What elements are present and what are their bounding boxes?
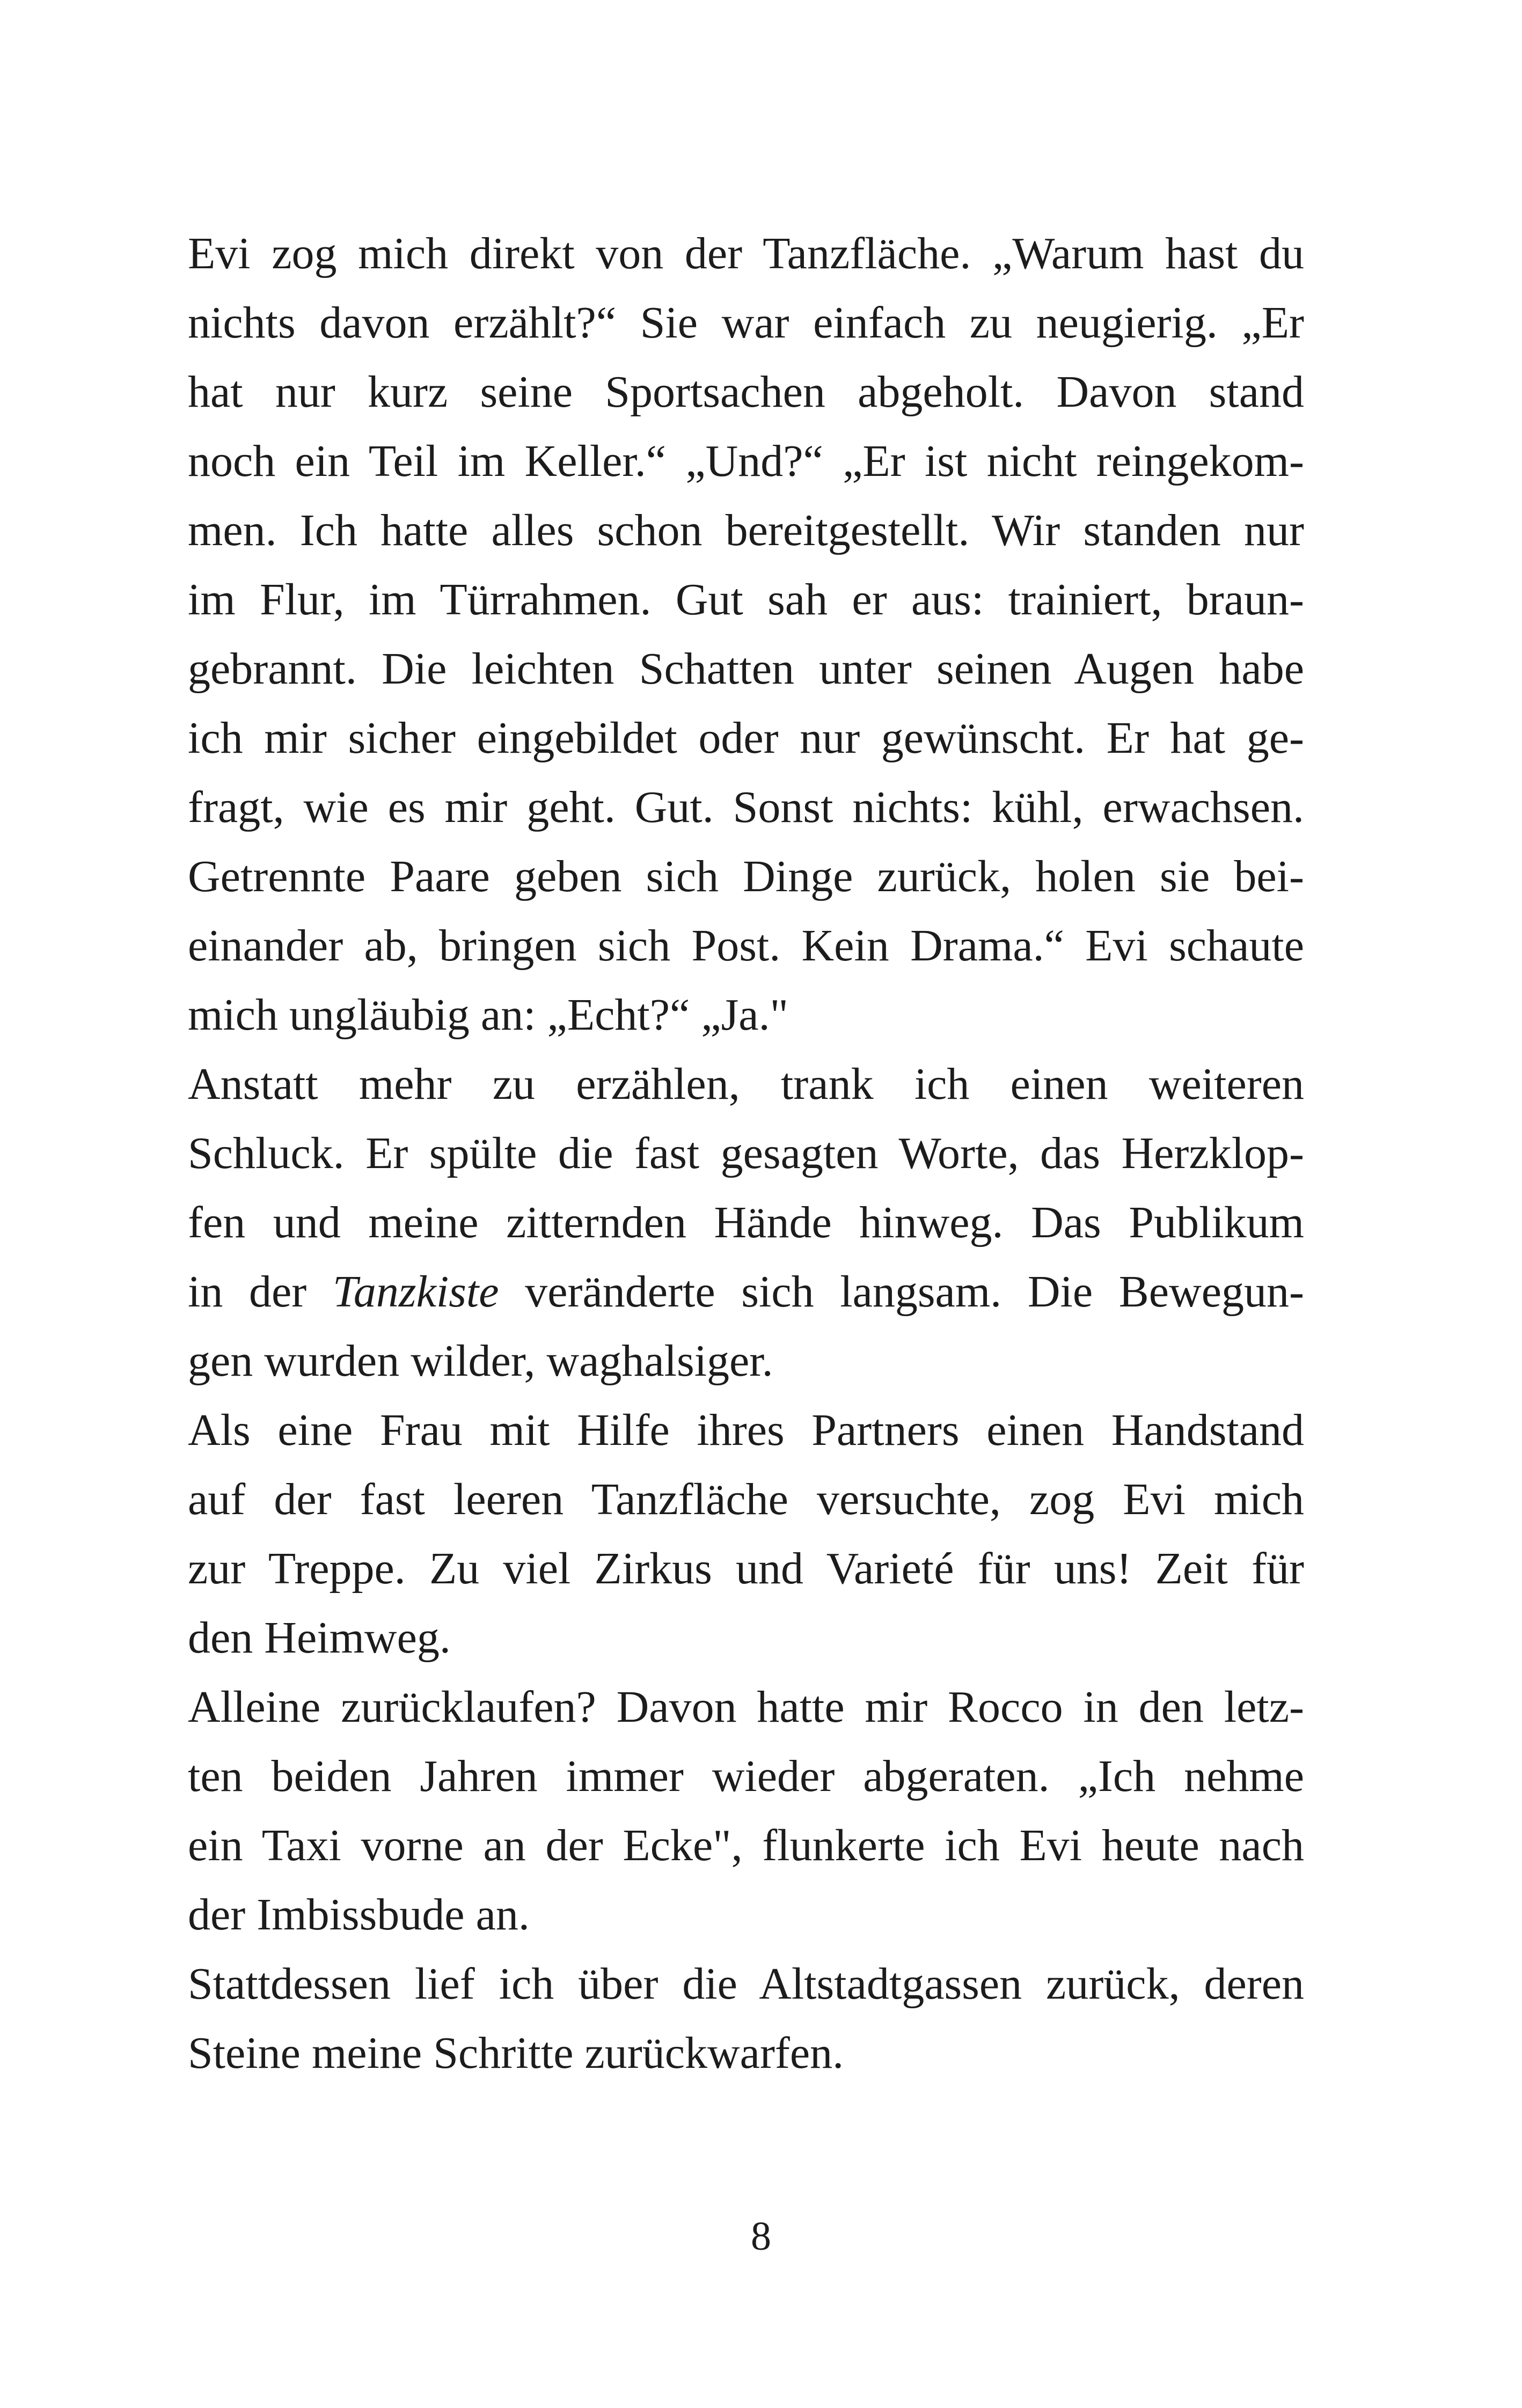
text-line: gen wurden wilder, waghalsiger. bbox=[188, 1336, 773, 1386]
text-line: fen und meine zitternden Hände hinweg. Das Publikum bbox=[188, 1198, 1304, 1247]
text-line: Getrennte Paare geben sich Dinge zurück, holen sie bei- bbox=[188, 851, 1304, 901]
text-line: noch ein Teil im Keller.“ „Und?“ „Er ist nicht reingekom- bbox=[188, 436, 1304, 486]
text-line: ten beiden Jahren immer wieder abgeraten. „Ich nehme bbox=[188, 1751, 1304, 1801]
text-line: einander ab, bringen sich Post. Kein Drama.“ Evi schaute bbox=[188, 921, 1304, 971]
text-line: den Heimweg. bbox=[188, 1613, 451, 1663]
text-line: Als eine Frau mit Hilfe ihres Partners einen Handstand bbox=[188, 1405, 1304, 1455]
text-span: in der bbox=[188, 1267, 333, 1317]
text-line: ein Taxi vorne an der Ecke", flunkerte ich Evi heute nach bbox=[188, 1820, 1304, 1870]
body-text bbox=[188, 219, 1304, 2088]
text-line: fragt, wie es mir geht. Gut. Sonst nichts: kühl, erwachsen. bbox=[188, 782, 1304, 832]
italic-title: Tanzkiste bbox=[332, 1267, 499, 1317]
text-line: Anstatt mehr zu erzählen, trank ich einen weiteren bbox=[188, 1059, 1304, 1109]
text-line: auf der fast leeren Tanzfläche versuchte, zog Evi mich bbox=[188, 1474, 1304, 1524]
text-line: ich mir sicher eingebildet oder nur gewünscht. Er hat ge- bbox=[188, 713, 1304, 763]
text-line: Schluck. Er spülte die fast gesagten Worte, das Herzklop- bbox=[188, 1128, 1304, 1178]
text-line: Alleine zurücklaufen? Davon hatte mir Rocco in den letz- bbox=[188, 1682, 1304, 1732]
text-line: zur Treppe. Zu viel Zirkus und Varieté für uns! Zeit für bbox=[188, 1544, 1304, 1594]
text-span: veränderte sich langsam. Die Bewegun- bbox=[499, 1267, 1304, 1317]
text-line: gebrannt. Die leichten Schatten unter seinen Augen habe bbox=[188, 644, 1304, 694]
text-line: Stattdessen lief ich über die Altstadtgassen zurück, deren bbox=[188, 1959, 1304, 2009]
text-line: nichts davon erzählt?“ Sie war einfach zu neugierig. „Er bbox=[188, 298, 1304, 348]
text-line: Evi zog mich direkt von der Tanzfläche. „Warum hast du bbox=[188, 229, 1304, 278]
text-line: men. Ich hatte alles schon bereitgestellt. Wir standen nur bbox=[188, 505, 1304, 555]
text-line: Steine meine Schritte zurückwarfen. bbox=[188, 2028, 844, 2078]
page-number: 8 bbox=[751, 2214, 771, 2259]
text-line: im Flur, im Türrahmen. Gut sah er aus: trainiert, braun- bbox=[188, 575, 1304, 625]
text-line: der Imbissbude an. bbox=[188, 1890, 530, 1940]
text-line: mich ungläubig an: „Echt?“ „Ja." bbox=[188, 990, 788, 1040]
text-line: hat nur kurz seine Sportsachen abgeholt. Davon stand bbox=[188, 367, 1304, 417]
text-line bbox=[188, 1257, 1304, 1326]
